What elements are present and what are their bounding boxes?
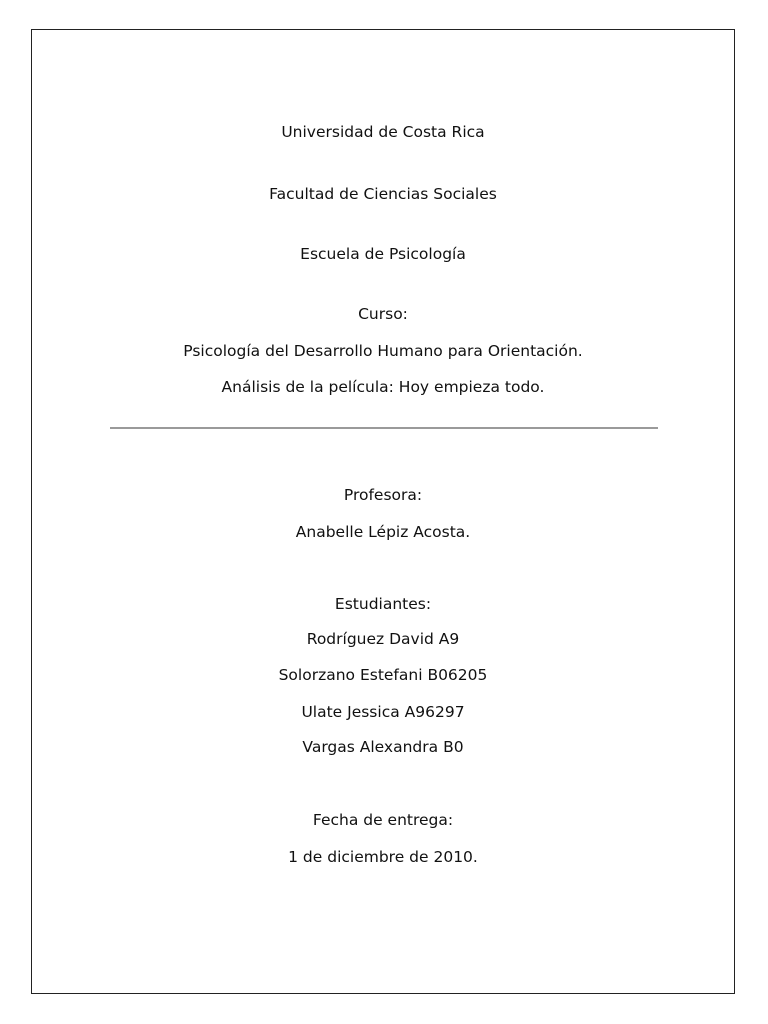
course-label: Curso: (358, 305, 408, 323)
student-name: Solorzano Estefani B06205 (278, 666, 488, 684)
students-label: Estudiantes: (334, 595, 432, 613)
course-name: Psicología del Desarrollo Humano para Orientación. (183, 342, 583, 360)
delivery-label: Fecha de entrega: (312, 811, 454, 829)
delivery-date: 1 de diciembre de 2010. (288, 848, 478, 866)
professor-label: Profesora: (343, 486, 423, 504)
student-name: Rodríguez David A9 (306, 630, 460, 648)
faculty-name: Facultad de Ciencias Sociales (269, 185, 497, 203)
professor-name: Anabelle Lépiz Acosta. (295, 523, 471, 541)
student-name: Ulate Jessica A96297 (301, 703, 465, 721)
university-name: Universidad de Costa Rica (281, 123, 485, 141)
assignment-title: Análisis de la película: Hoy empieza todo. (221, 378, 545, 396)
section-divider (110, 427, 658, 429)
student-name: Vargas Alexandra B0 (302, 738, 464, 756)
school-name: Escuela de Psicología (300, 245, 466, 263)
